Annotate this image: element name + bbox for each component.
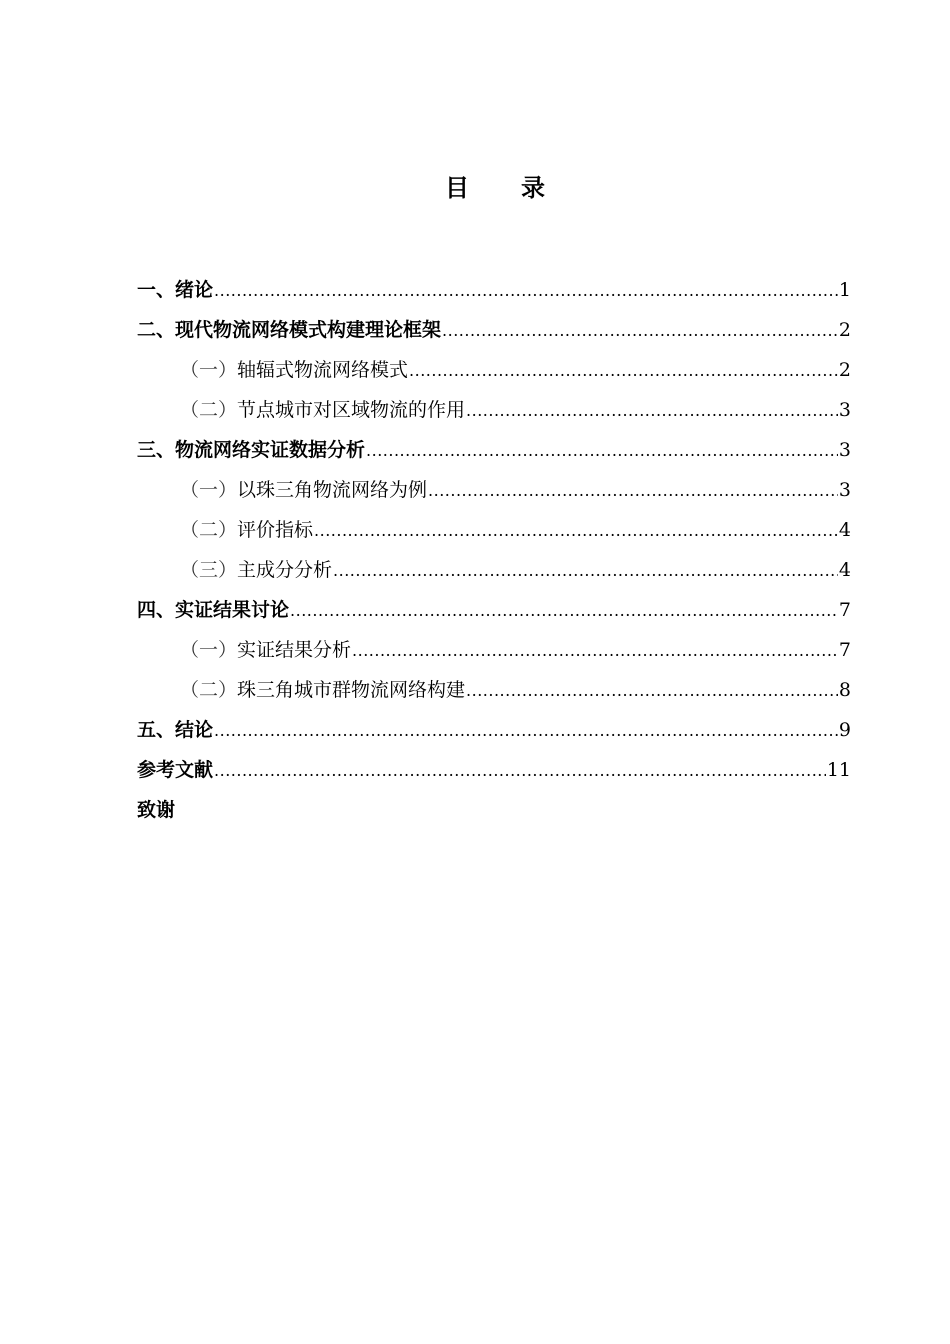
- toc-entry-number: （二）: [180, 399, 238, 421]
- toc-entry[interactable]: [137, 710, 851, 750]
- toc-title-char-2: 录: [521, 174, 545, 202]
- toc-entry-number: （一）: [180, 639, 238, 661]
- toc-entry[interactable]: [137, 470, 851, 510]
- toc-entry[interactable]: [137, 510, 851, 550]
- toc-dot-leader: [214, 711, 838, 751]
- toc-entry-label: 主成分分析: [237, 559, 333, 581]
- toc-page-number: 8: [838, 679, 851, 701]
- toc-page-number: 1: [838, 279, 851, 301]
- toc-entry[interactable]: [137, 630, 851, 670]
- toc-entry-number: 一、: [137, 279, 176, 301]
- toc-dot-leader: [466, 671, 838, 711]
- toc-entry-number: 五、: [137, 719, 176, 741]
- toc-entry[interactable]: [137, 750, 851, 790]
- toc-entry[interactable]: [137, 390, 851, 430]
- toc-dot-leader: [333, 551, 838, 591]
- toc-entry[interactable]: [137, 310, 851, 350]
- toc-title: [0, 168, 950, 203]
- toc-page-number: 7: [838, 639, 851, 661]
- toc-page-number: 4: [838, 519, 851, 541]
- toc-entry[interactable]: [137, 350, 851, 390]
- toc-entry-number: （一）: [180, 359, 238, 381]
- toc-entry[interactable]: [137, 430, 851, 470]
- toc-page-number: 2: [838, 359, 851, 381]
- toc-entry-label: 致谢: [137, 799, 176, 821]
- toc-page-number: 9: [838, 719, 851, 741]
- toc-list: [137, 270, 851, 830]
- toc-entry-label: 绪论: [175, 279, 214, 301]
- toc-entry-number: 二、: [137, 319, 176, 341]
- toc-entry-label: 实证结果分析: [237, 639, 352, 661]
- toc-entry-label: 轴辐式物流网络模式: [237, 359, 409, 381]
- toc-entry-label: 实证结果讨论: [175, 599, 290, 621]
- toc-page-number: 4: [838, 559, 851, 581]
- toc-page-number: 3: [838, 479, 851, 501]
- toc-entry[interactable]: [137, 270, 851, 310]
- toc-entry-label: 以珠三角物流网络为例: [237, 479, 428, 501]
- toc-entry[interactable]: [137, 670, 851, 710]
- toc-entry-number: 三、: [137, 439, 176, 461]
- toc-entry[interactable]: [137, 590, 851, 630]
- toc-dot-leader: [428, 471, 838, 511]
- toc-dot-leader: [214, 271, 838, 311]
- toc-entry-label: 珠三角城市群物流网络构建: [237, 679, 466, 701]
- toc-entry-label: 结论: [175, 719, 214, 741]
- toc-entry-label: 评价指标: [237, 519, 314, 541]
- toc-entry-number: （一）: [180, 479, 238, 501]
- toc-entry-number: （二）: [180, 679, 238, 701]
- toc-page-number: 7: [838, 599, 851, 621]
- toc-title-char-1: 目: [445, 174, 469, 202]
- toc-page-number: 3: [838, 399, 851, 421]
- toc-entry-label: 节点城市对区域物流的作用: [237, 399, 466, 421]
- toc-entry[interactable]: [137, 550, 851, 590]
- toc-page-number: 3: [838, 439, 851, 461]
- toc-dot-leader: [314, 511, 838, 551]
- toc-entry-number: （二）: [180, 519, 238, 541]
- toc-entry-number: 四、: [137, 599, 176, 621]
- toc-entry[interactable]: [137, 790, 851, 830]
- toc-entry-label: 参考文献: [137, 759, 214, 781]
- toc-entry-label: 物流网络实证数据分析: [175, 439, 366, 461]
- toc-dot-leader: [442, 311, 838, 351]
- toc-dot-leader: [214, 751, 826, 791]
- toc-dot-leader: [290, 591, 838, 631]
- toc-page-number: 2: [838, 319, 851, 341]
- toc-entry-label: 现代物流网络模式构建理论框架: [175, 319, 442, 341]
- toc-page-number: 11: [826, 759, 851, 781]
- toc-dot-leader: [366, 431, 838, 471]
- toc-dot-leader: [466, 391, 838, 431]
- toc-dot-leader: [409, 351, 838, 391]
- toc-entry-number: （三）: [180, 559, 238, 581]
- toc-dot-leader: [352, 631, 838, 671]
